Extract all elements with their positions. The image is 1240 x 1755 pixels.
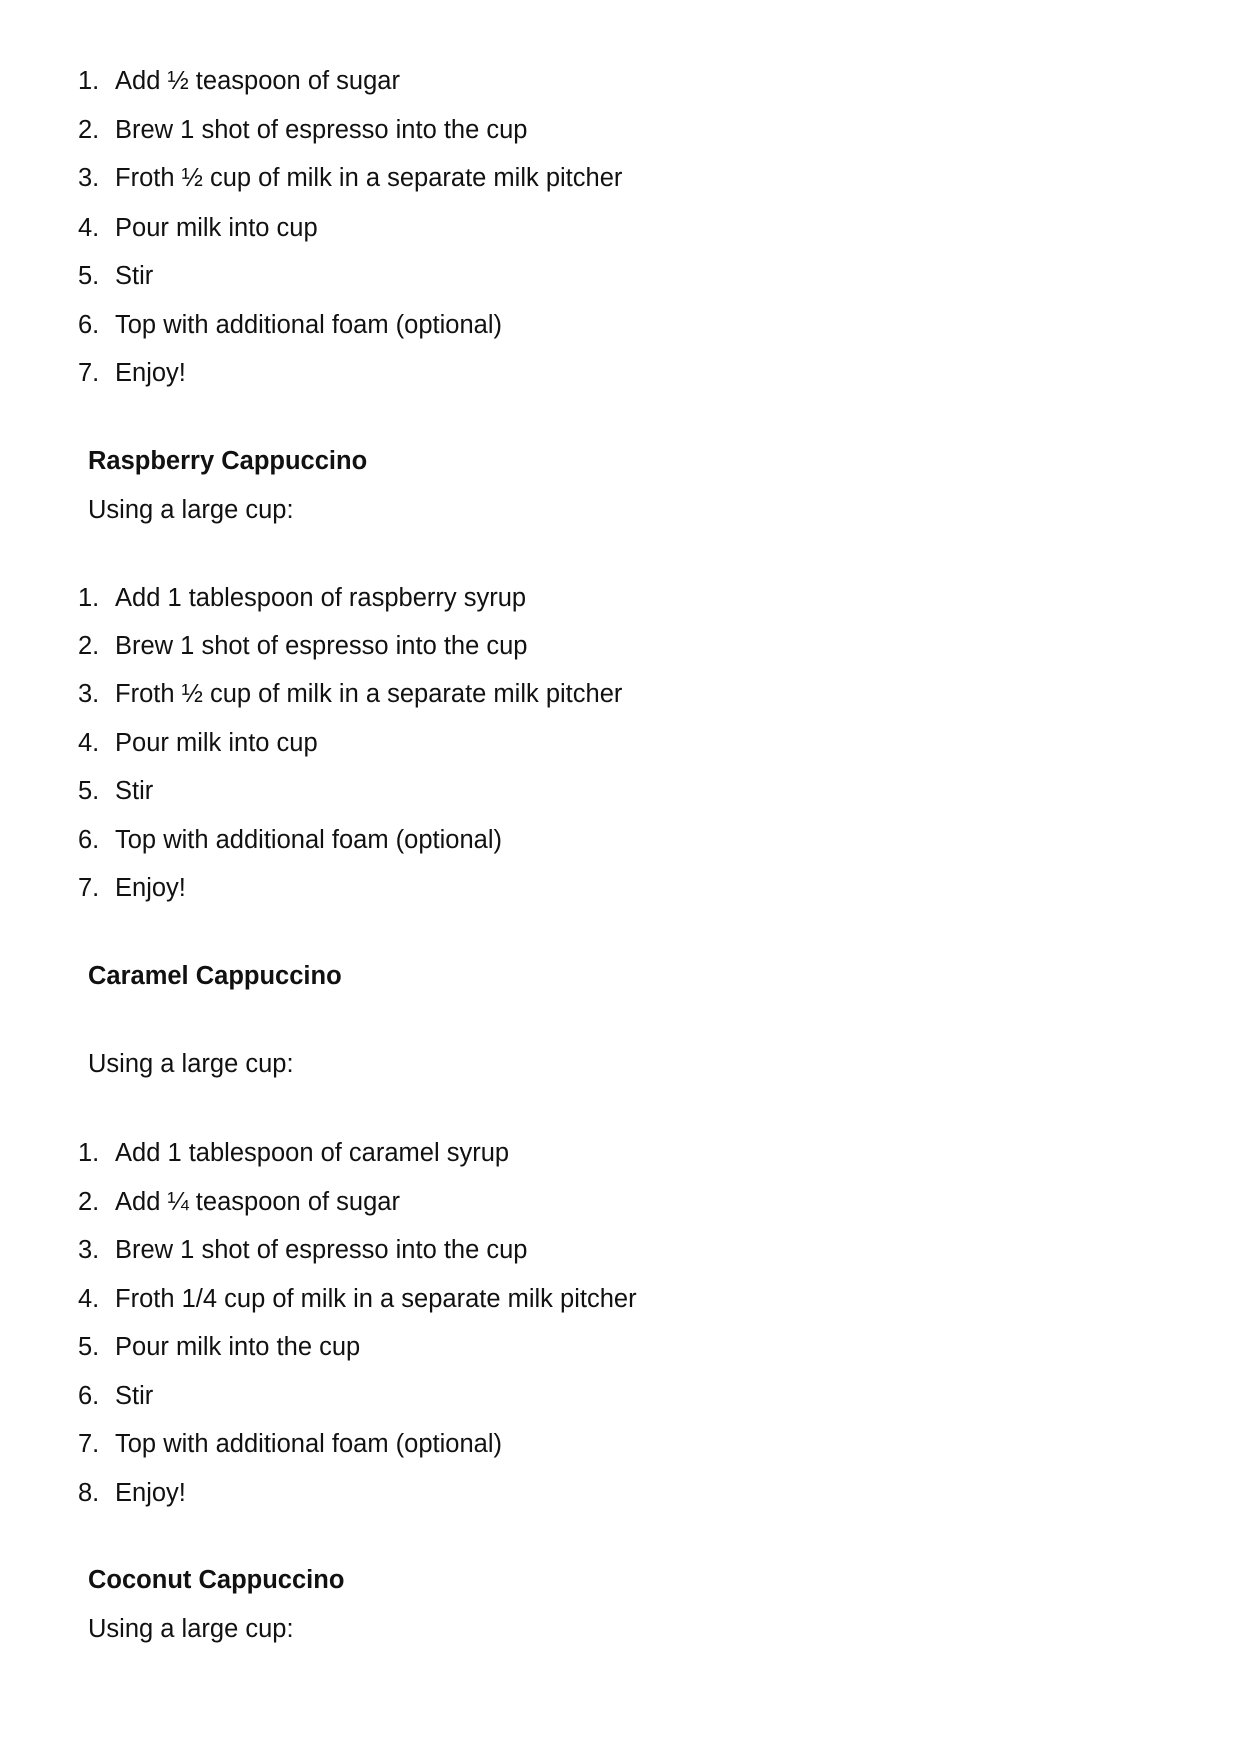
list-item bbox=[0, 631, 1240, 661]
list-text: Froth ½ cup of milk in a separate milk pitcher bbox=[115, 680, 623, 708]
list-item bbox=[0, 1478, 1240, 1508]
list-text: Add 1 tablespoon of raspberry syrup bbox=[115, 584, 527, 612]
list-text: Top with additional foam (optional) bbox=[115, 826, 502, 854]
list-text: Pour milk into the cup bbox=[115, 1333, 361, 1361]
list-number: 6. bbox=[78, 1382, 100, 1410]
list-text: Stir bbox=[115, 1382, 154, 1410]
list-number: 6. bbox=[78, 311, 100, 339]
list-text: Froth 1/4 cup of milk in a separate milk pitcher bbox=[115, 1285, 637, 1313]
list-item bbox=[0, 776, 1240, 806]
list-text: Pour milk into cup bbox=[115, 729, 318, 757]
list-number: 5. bbox=[78, 262, 100, 290]
list-item bbox=[0, 873, 1240, 903]
list-text: Top with additional foam (optional) bbox=[115, 1430, 502, 1458]
list-number: 7. bbox=[78, 874, 100, 902]
list-number: 5. bbox=[78, 777, 100, 805]
list-item bbox=[0, 1429, 1240, 1459]
list-number: 4. bbox=[78, 214, 100, 242]
list-text: Enjoy! bbox=[115, 359, 186, 387]
list-item bbox=[0, 679, 1240, 709]
list-number: 5. bbox=[78, 1333, 100, 1361]
list-number: 8. bbox=[78, 1479, 100, 1507]
list-number: 2. bbox=[78, 632, 100, 660]
list-number: 4. bbox=[78, 729, 100, 757]
list-number: 2. bbox=[78, 116, 100, 144]
list-number: 3. bbox=[78, 680, 100, 708]
list-item bbox=[0, 1187, 1240, 1217]
section-heading: Raspberry Cappuccino bbox=[88, 447, 368, 475]
list-number: 6. bbox=[78, 826, 100, 854]
list-text: Stir bbox=[115, 777, 154, 805]
list-item bbox=[0, 583, 1240, 613]
list-text: Brew 1 shot of espresso into the cup bbox=[115, 116, 528, 144]
section-heading: Coconut Cappuccino bbox=[88, 1566, 345, 1594]
section-intro: Using a large cup: bbox=[88, 1050, 294, 1078]
list-item bbox=[0, 1284, 1240, 1314]
list-item bbox=[0, 728, 1240, 758]
list-number: 7. bbox=[78, 1430, 100, 1458]
list-text: Brew 1 shot of espresso into the cup bbox=[115, 1236, 528, 1264]
list-text: Add 1 tablespoon of caramel syrup bbox=[115, 1139, 510, 1167]
list-item bbox=[0, 825, 1240, 855]
section-intro: Using a large cup: bbox=[88, 1615, 294, 1643]
list-item bbox=[0, 115, 1240, 145]
list-text: Enjoy! bbox=[115, 1479, 186, 1507]
list-item bbox=[0, 1381, 1240, 1411]
section-heading: Caramel Cappuccino bbox=[88, 962, 342, 990]
list-text: Froth ½ cup of milk in a separate milk pitcher bbox=[115, 164, 623, 192]
list-text: Stir bbox=[115, 262, 154, 290]
list-number: 3. bbox=[78, 164, 100, 192]
list-item bbox=[0, 261, 1240, 291]
list-text: Add ½ teaspoon of sugar bbox=[115, 67, 400, 95]
list-number: 7. bbox=[78, 359, 100, 387]
list-item bbox=[0, 358, 1240, 388]
list-text: Brew 1 shot of espresso into the cup bbox=[115, 632, 528, 660]
list-number: 2. bbox=[78, 1188, 100, 1216]
list-number: 3. bbox=[78, 1236, 100, 1264]
list-item bbox=[0, 163, 1240, 193]
list-text: Top with additional foam (optional) bbox=[115, 311, 502, 339]
list-text: Enjoy! bbox=[115, 874, 186, 902]
list-item bbox=[0, 66, 1240, 96]
section-intro: Using a large cup: bbox=[88, 496, 294, 524]
list-number: 4. bbox=[78, 1285, 100, 1313]
list-number: 1. bbox=[78, 67, 100, 95]
list-text: Pour milk into cup bbox=[115, 214, 318, 242]
list-item bbox=[0, 213, 1240, 243]
list-item bbox=[0, 1235, 1240, 1265]
list-number: 1. bbox=[78, 1139, 100, 1167]
list-item bbox=[0, 1332, 1240, 1362]
list-item bbox=[0, 310, 1240, 340]
list-item bbox=[0, 1138, 1240, 1168]
list-number: 1. bbox=[78, 584, 100, 612]
list-text: Add ¼ teaspoon of sugar bbox=[115, 1188, 400, 1216]
